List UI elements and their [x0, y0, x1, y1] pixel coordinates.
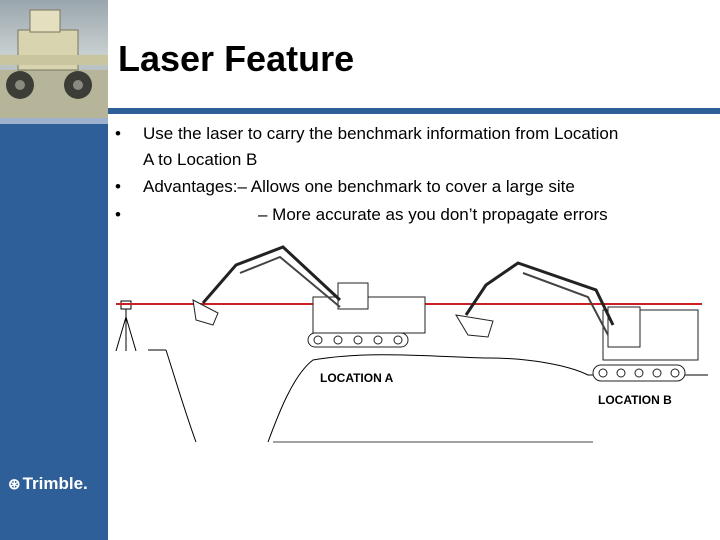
slide-title: Laser Feature: [118, 38, 355, 79]
bullet-3-text: – More accurate as you don’t propagate errors: [258, 205, 608, 224]
title-underline: [108, 108, 720, 114]
location-b-label: LOCATION B: [598, 393, 672, 407]
excavator-b-icon: [456, 263, 698, 381]
bullet-1-line-1: Use the laser to carry the benchmark information from Location: [143, 124, 619, 143]
bullet-marker-3: •: [115, 205, 121, 224]
bullet-marker-2: •: [115, 177, 121, 196]
excavator-diagram: [108, 225, 720, 455]
bullet-marker-1: •: [115, 124, 121, 143]
header-photo-grader: [0, 0, 108, 118]
trimble-logo-icon: ⊛: [8, 476, 21, 493]
bullet-1-line-2: A to Location B: [143, 150, 258, 169]
laser-tripod-icon: [116, 301, 136, 351]
excavator-a-icon: [193, 247, 425, 347]
location-a-label: LOCATION A: [320, 371, 394, 385]
bullet-2-text: Advantages:– Allows one benchmark to cover a large site: [143, 177, 575, 196]
sidebar-divider: [0, 118, 108, 124]
trimble-logo-text: Trimble.: [22, 474, 88, 493]
trimble-logo: [8, 474, 88, 494]
